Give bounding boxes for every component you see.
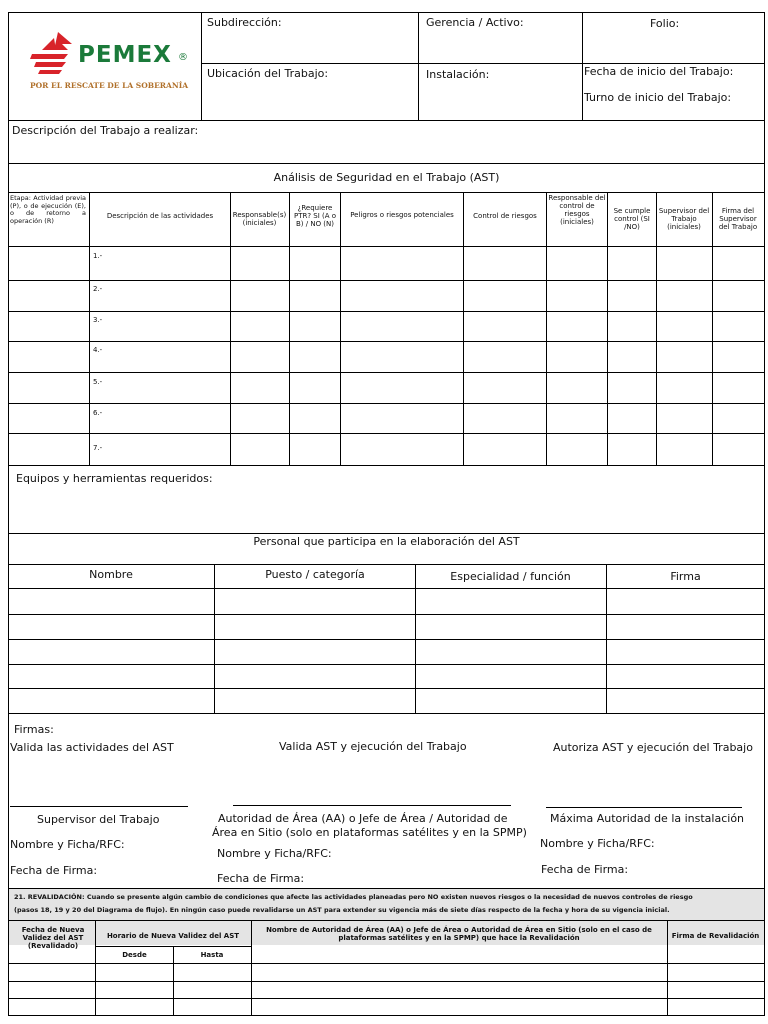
reval-col-horario: Horario de Nueva Validez del AST — [106, 932, 240, 940]
divider — [8, 341, 765, 342]
reval-col-fecha: Fecha de Nueva Validez del AST (Revalidado) — [21, 926, 85, 950]
ast-row-number: 7.- — [93, 444, 103, 452]
nombre-ficha-label: Nombre y Ficha/RFC: — [217, 847, 332, 860]
revalidacion-text: (pasos 18, 19 y 20 del Diagrama de flujo). En ningún caso puede revalidarse un AST para extender su vigencia más de siete días respecto de la fecha y hora de su vigencia inicial. — [14, 906, 670, 914]
valida-ast-label: Valida AST y ejecución del Trabajo — [279, 740, 467, 753]
divider — [8, 403, 765, 404]
divider — [8, 533, 765, 534]
reval-col-desde: Desde — [122, 951, 147, 959]
divider — [8, 920, 765, 921]
divider — [712, 192, 713, 465]
personal-col-firma: Firma — [670, 570, 701, 583]
ast-row-number: 1.- — [93, 252, 103, 260]
divider — [340, 192, 341, 465]
firmas-label: Firmas: — [14, 723, 54, 736]
ast-row-number: 2.- — [93, 285, 103, 293]
nombre-ficha-label: Nombre y Ficha/RFC: — [540, 837, 655, 850]
maxima-autoridad-label: Máxima Autoridad de la instalación — [550, 812, 745, 825]
divider — [8, 963, 765, 964]
valida-actividades-label: Valida las actividades del AST — [10, 741, 174, 754]
fecha-firma-label: Fecha de Firma: — [217, 872, 305, 885]
divider — [8, 981, 765, 982]
ast-col-control: Control de riesgos — [473, 212, 537, 220]
reval-col-firma: Firma de Revalidación — [671, 932, 760, 940]
ubicacion-label: Ubicación del Trabajo: — [207, 67, 329, 80]
ast-title: Análisis de Seguridad en el Trabajo (AST) — [273, 171, 500, 184]
divider — [8, 688, 765, 689]
instalacion-label: Instalación: — [426, 68, 490, 81]
divider — [8, 163, 765, 164]
divider — [289, 192, 290, 465]
ast-col-firma: Firma del Supervisor del Trabajo — [718, 207, 758, 231]
pemex-eagle-icon — [28, 30, 80, 74]
divider — [582, 12, 583, 120]
ast-row-number: 4.- — [93, 346, 103, 354]
ast-row-number: 3.- — [93, 316, 103, 324]
divider — [546, 192, 547, 465]
divider — [8, 588, 765, 589]
autoridad-label-1: Autoridad de Área (AA) o Jefe de Área / Autoridad de — [218, 812, 508, 825]
supervisor-label: Supervisor del Trabajo — [37, 813, 160, 826]
logo-registered: ® — [178, 52, 188, 63]
fecha-firma-label: Fecha de Firma: — [541, 863, 629, 876]
divider — [8, 311, 765, 312]
ast-col-peligros: Peligros o riesgos potenciales — [350, 211, 454, 219]
divider — [8, 664, 765, 665]
divider — [201, 12, 202, 120]
signature-line — [233, 805, 511, 806]
divider — [8, 998, 765, 999]
autoriza-ast-label: Autoriza AST y ejecución del Trabajo — [553, 741, 753, 754]
divider — [8, 564, 765, 565]
divider — [667, 920, 668, 1016]
divider — [230, 192, 231, 465]
divider — [418, 12, 419, 120]
ast-col-etapa: Etapa: Actividad previa (P), o de ejecución (E), o de retorno a operación (R) — [10, 194, 86, 225]
ast-col-cumple: Se cumple control (SI /NO) — [613, 207, 651, 231]
turno-inicio-label: Turno de inicio del Trabajo: — [584, 91, 732, 104]
logo-text: PEMEX — [78, 42, 172, 68]
reval-col-hasta: Hasta — [200, 951, 224, 959]
ast-col-supervisor: Supervisor del Trabajo (iniciales) — [658, 207, 710, 231]
divider — [8, 246, 765, 247]
divider — [656, 192, 657, 465]
divider — [8, 192, 765, 193]
divider — [89, 192, 90, 465]
ast-col-ptr: ¿Requiere PTR? SI (A o B) / NO (N) — [293, 204, 337, 228]
divider — [8, 639, 765, 640]
divider — [8, 888, 765, 889]
divider — [463, 192, 464, 465]
signature-line — [10, 806, 188, 807]
divider — [8, 713, 765, 714]
divider — [251, 920, 252, 1016]
folio-label: Folio: — [650, 17, 680, 30]
personal-title: Personal que participa en la elaboración del AST — [253, 535, 520, 548]
divider — [8, 614, 765, 615]
equipos-label: Equipos y herramientas requeridos: — [16, 472, 213, 485]
signature-line — [546, 807, 742, 808]
subdireccion-label: Subdirección: — [207, 16, 282, 29]
ast-row-number: 6.- — [93, 409, 103, 417]
ast-col-resp-control: Responsable del control de riesgos (iniciales) — [548, 194, 606, 226]
personal-col-nombre: Nombre — [89, 568, 133, 581]
divider — [8, 120, 765, 121]
revalidacion-text: 21. REVALIDACIÓN: Cuando se presente algún cambio de condiciones que afecte las actividades planeadas pero NO existen nuevos riesgos o la necesidad de nuevos controles de riesgo — [14, 893, 693, 901]
personal-col-puesto: Puesto / categoría — [265, 568, 365, 581]
divider — [95, 946, 251, 947]
ast-row-number: 5.- — [93, 378, 103, 386]
fecha-firma-label: Fecha de Firma: — [10, 864, 98, 877]
logo-tagline: POR EL RESCATE DE LA SOBERANÍA — [30, 81, 189, 90]
divider — [607, 192, 608, 465]
pemex-logo — [24, 28, 199, 98]
nombre-ficha-label: Nombre y Ficha/RFC: — [10, 838, 125, 851]
divider — [8, 280, 765, 281]
divider — [95, 920, 96, 1016]
ast-col-descripcion: Descripción de las actividades — [106, 212, 214, 220]
autoridad-label-2: Área en Sitio (solo en plataformas satélites y en la SPMP) — [212, 826, 527, 839]
fecha-inicio-label: Fecha de inicio del Trabajo: — [584, 65, 734, 78]
descripcion-label: Descripción del Trabajo a realizar: — [12, 124, 199, 137]
divider — [201, 63, 765, 64]
divider — [8, 465, 765, 466]
divider — [8, 433, 765, 434]
reval-col-nombre: Nombre de Autoridad de Área (AA) o Jefe de Área o Autoridad de Área en Sitio (solo en el caso de plataformas satélites y en la SPMP) que hace la Revalidación — [266, 926, 652, 942]
gerencia-label: Gerencia / Activo: — [426, 16, 524, 29]
ast-col-responsable: Responsable(s) (iniciales) — [232, 211, 287, 227]
divider — [8, 372, 765, 373]
personal-col-especialidad: Especialidad / función — [450, 570, 571, 583]
